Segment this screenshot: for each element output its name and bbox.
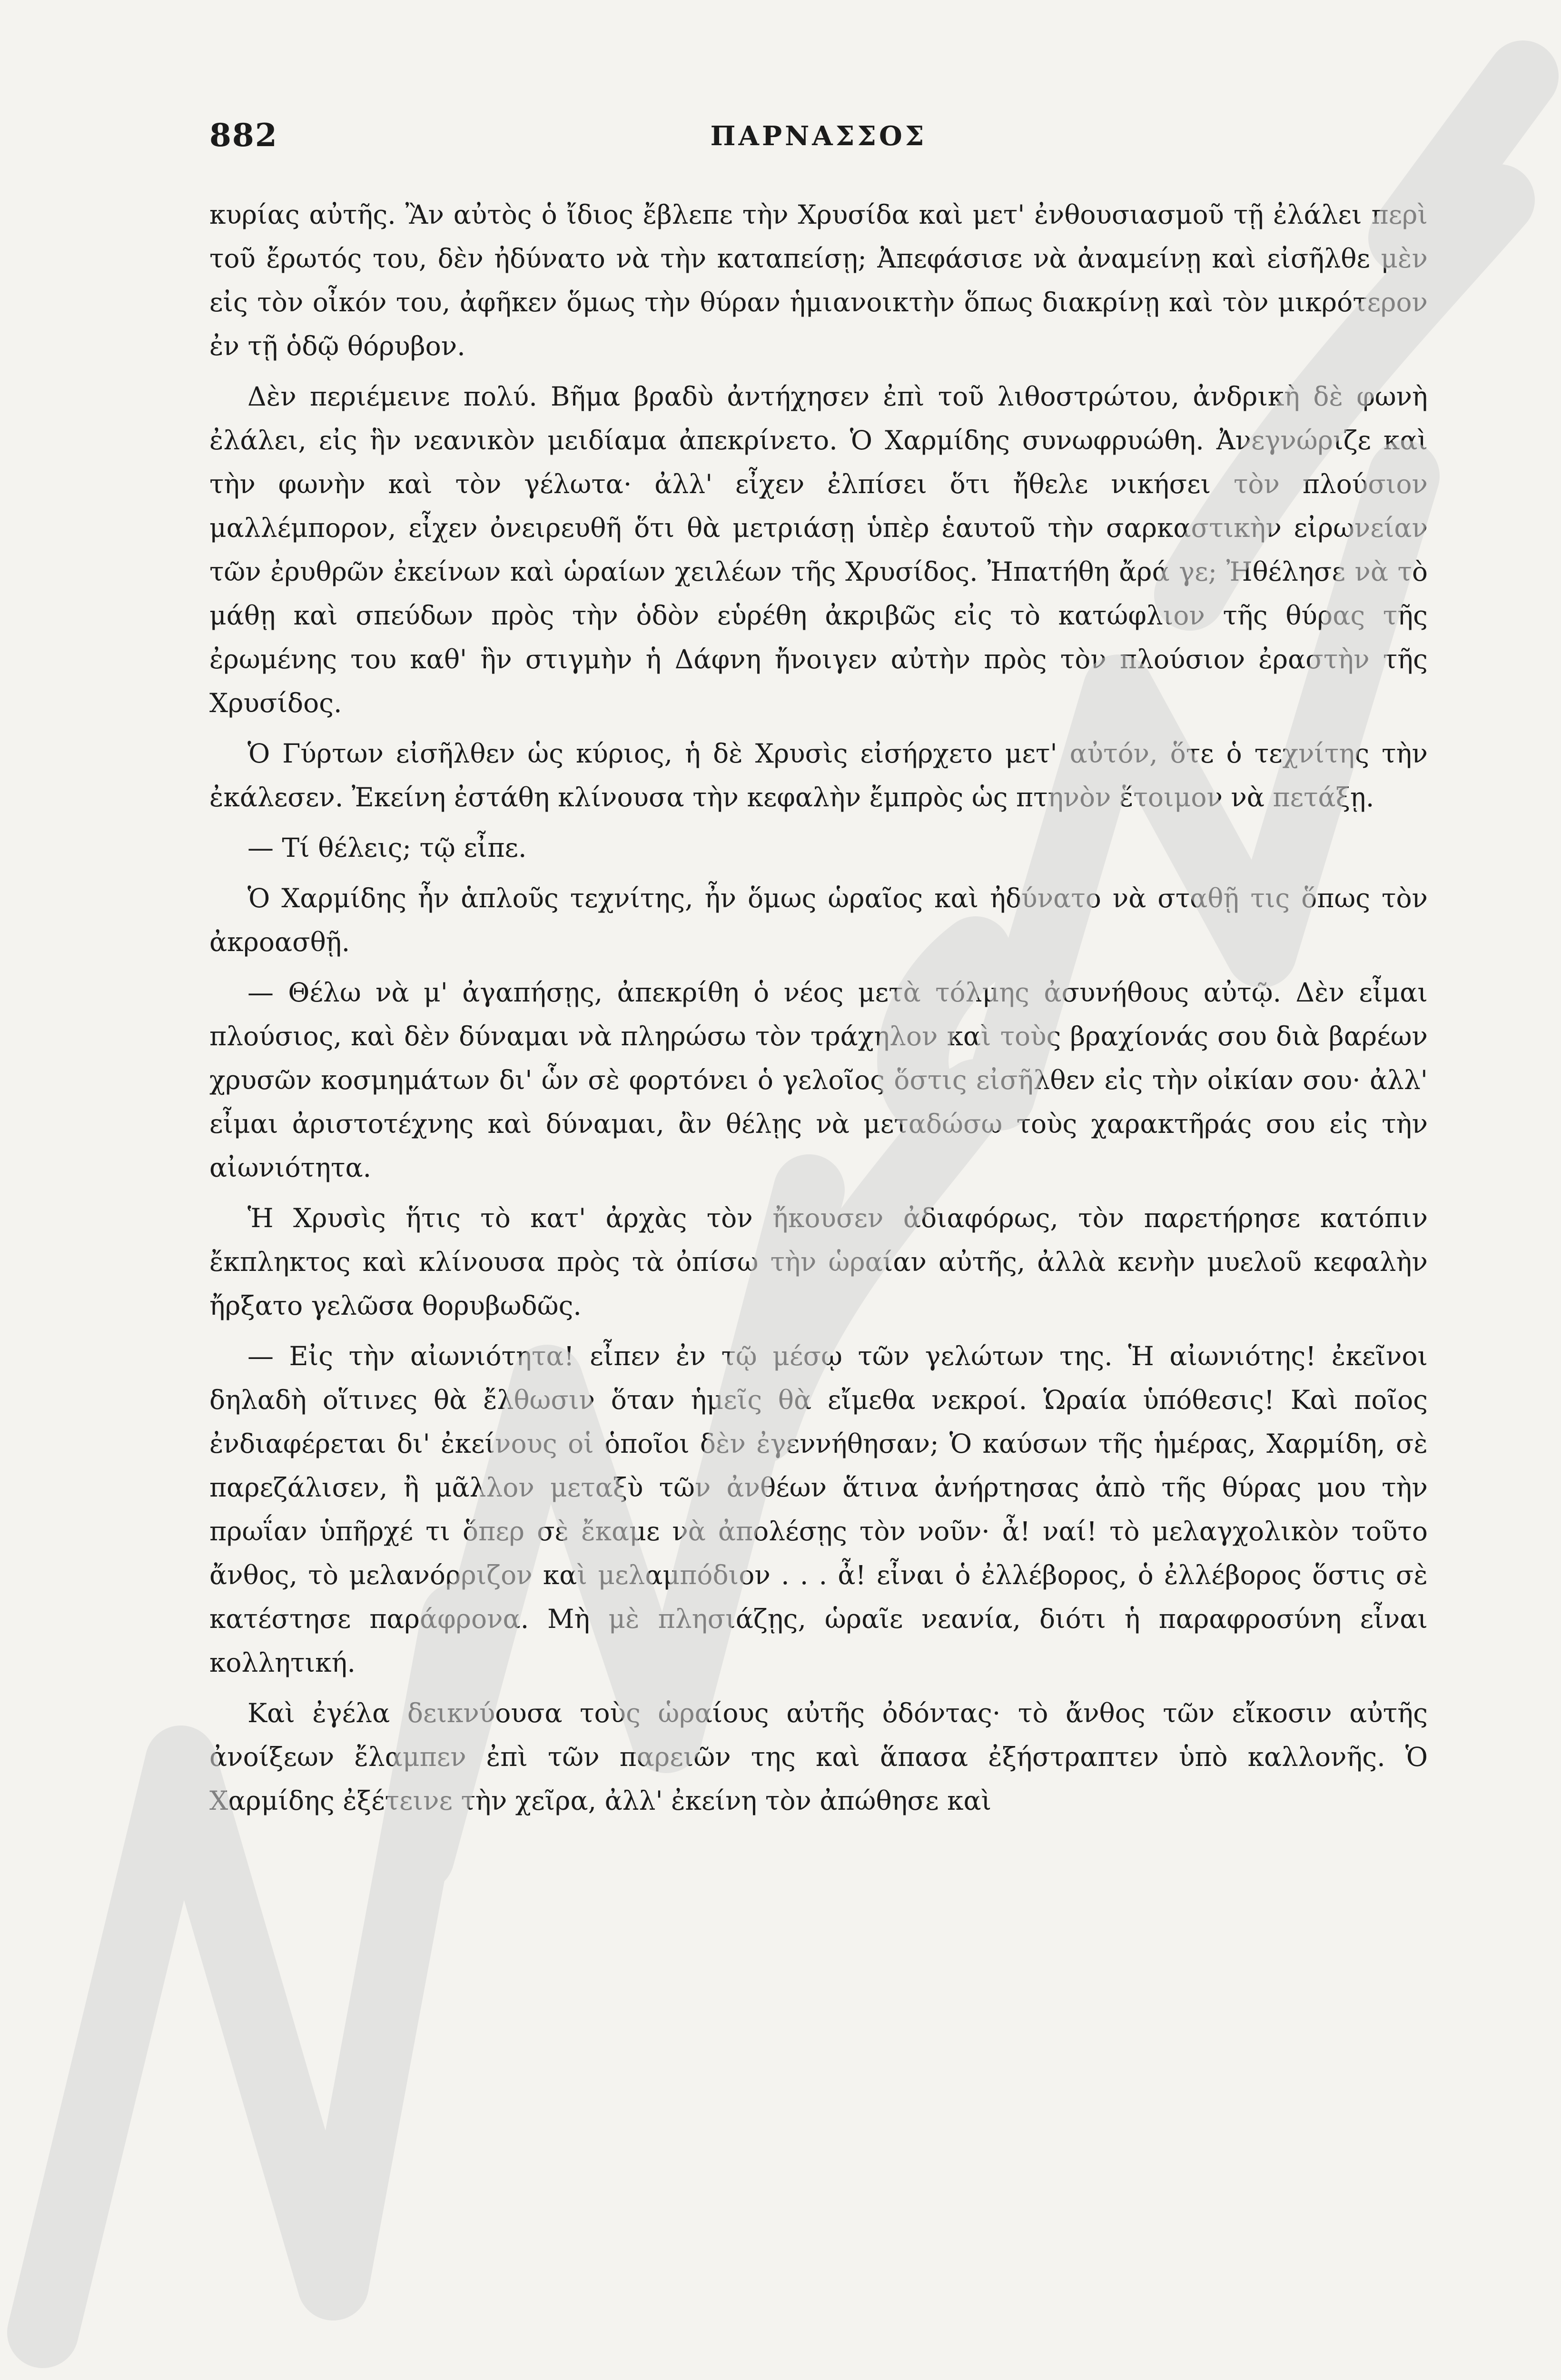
dialogue-line: — Τί θέλεις; τῷ εἶπε. bbox=[247, 833, 527, 863]
paragraph: Ὁ Χαρμίδης ἦν ἁπλοῦς τεχνίτης, ἦν ὅμως ὡραῖος καὶ ἠδύνατο νὰ σταθῇ τις ὅπως τὸν ἀκροασθῇ. bbox=[209, 883, 1428, 957]
paragraph: Ὁ Γύρτων εἰσῆλθεν ὡς κύριος, ἡ δὲ Χρυσὶς εἰσήρχετο μετ' αὐτόν, ὅτε ὁ τεχνίτης τὴν ἐκάλεσεν. Ἐκείνη ἐστάθη κλίνουσα τὴν κεφαλὴν ἔμπρὸς ὡς πτηνὸν ἕτοιμον νὰ πετάξῃ. bbox=[209, 738, 1428, 813]
dialogue-line: — Εἰς τὴν αἰωνιότητα! εἶπεν ἐν τῷ μέσῳ τῶν γελώτων της. Ἡ αἰωνιότης! ἐκεῖνοι δηλαδὴ οἵτινες θὰ ἔλθωσιν ὅταν ἡμεῖς θὰ εἴμεθα νεκροί. Ὡραία ὑπόθεσις! Καὶ ποῖος ἐνδιαφέρεται δι' ἐκείνους οἱ ὁποῖοι δὲν ἐγεννήθησαν; Ὁ καύσων τῆς ἡμέρας, Χαρμίδη, σὲ παρεζάλισεν, ἢ μᾶλλον μεταξὺ τῶν ἀνθέων ἅτινα ἀνήρτησας ἀπὸ τῆς θύρας μου τὴν πρωΐαν ὑπῆρχέ τι ὅπερ σὲ ἔκαμε νὰ ἀπολέσῃς τὸν νοῦν· ἆ! ναί! τὸ μελαγχολικὸν τοῦτο ἄνθος, τὸ μελανόρριζον καὶ μελαμπόδιον . . . ἆ! εἶναι ὁ ἐλλέβορος, ὁ ἐλλέβορος ὅστις σὲ κατέστησε παράφρονα. Μὴ μὲ πλησιάζῃς, ὡραῖε νεανία, διότι ἡ παραφροσύνη εἶναι κολλητική. bbox=[209, 1341, 1428, 1678]
paragraph: Ἡ Χρυσὶς ἥτις τὸ κατ' ἀρχὰς τὸν ἤκουσεν ἀδιαφόρως, τὸν παρετήρησε κατόπιν ἔκπληκτος καὶ κλίνουσα πρὸς τὰ ὀπίσω τὴν ὡραίαν αὐτῆς, ἀλλὰ κενὴν μυελοῦ κεφαλὴν ἤρξατο γελῶσα θορυβωδῶς. bbox=[209, 1203, 1428, 1321]
page-header bbox=[209, 117, 1428, 155]
page-number: 882 bbox=[209, 117, 278, 154]
paragraph: Δὲν περιέμεινε πολύ. Βῆμα βραδὺ ἀντήχησεν ἐπὶ τοῦ λιθοστρώτου, ἀνδρικὴ δὲ φωνὴ ἐλάλει, εἰς ἣν νεανικὸν μειδίαμα ἀπεκρίνετο. Ὁ Χαρμίδης συνωφρυώθη. Ἀνεγνώριζε καὶ τὴν φωνὴν καὶ τὸν γέλωτα· ἀλλ' εἶχεν ἐλπίσει ὅτι ἤθελε νικήσει τὸν πλούσιον μαλλέμπορον, εἶχεν ὀνειρευθῆ ὅτι θὰ μετριάσῃ ὑπὲρ ἑαυτοῦ τὴν σαρκαστικὴν εἰρωνείαν τῶν ἐρυθρῶν ἐκείνων καὶ ὡραίων χειλέων τῆς Χρυσίδος. Ἠπατήθη ἄρά γε; Ἠθέλησε νὰ τὸ μάθῃ καὶ σπεύδων πρὸς τὴν ὁδὸν εὑρέθη ἀκριβῶς εἰς τὸ κατώφλιον τῆς θύρας τῆς ἐρωμένης του καθ' ἣν στιγμὴν ἡ Δάφνη ἤνοιγεν αὐτὴν πρὸς τὸν πλούσιον ἐραστὴν τῆς Χρυσίδος. bbox=[209, 381, 1428, 718]
body-text bbox=[209, 193, 1428, 1829]
paragraph: κυρίας αὐτῆς. Ἂν αὐτὸς ὁ ἴδιος ἔβλεπε τὴν Χρυσίδα καὶ μετ' ἐνθουσιασμοῦ τῇ ἐλάλει περὶ τοῦ ἔρωτός του, δὲν ἠδύνατο νὰ τὴν καταπείσῃ; Ἀπεφάσισε νὰ ἀναμείνῃ καὶ εἰσῆλθε μὲν εἰς τὸν οἶκόν του, ἀφῆκεν ὅμως τὴν θύραν ἡμιανοικτὴν ὅπως διακρίνῃ καὶ τὸν μικρότερον ἐν τῇ ὁδῷ θόρυβον. bbox=[209, 199, 1428, 361]
running-title: ΠΑΡΝΑΣΣΟΣ bbox=[710, 120, 927, 152]
paragraph: Καὶ ἐγέλα δεικνύουσα τοὺς ὡραίους αὐτῆς ὀδόντας· τὸ ἄνθος τῶν εἴκοσιν αὐτῆς ἀνοίξεων ἔλαμπεν ἐπὶ τῶν παρειῶν της καὶ ἅπασα ἐξήστραπτεν ὑπὸ καλλονῆς. Ὁ Χαρμίδης ἐξέτεινε τὴν χεῖρα, ἀλλ' ἐκείνη τὸν ἀπώθησε καὶ bbox=[209, 1698, 1428, 1816]
dialogue-line: — Θέλω νὰ μ' ἀγαπήσῃς, ἀπεκρίθη ὁ νέος μετὰ τόλμης ἀσυνήθους αὐτῷ. Δὲν εἶμαι πλούσιος, καὶ δὲν δύναμαι νὰ πληρώσω τὸν τράχηλον καὶ τοὺς βραχίονάς σου διὰ βαρέων χρυσῶν κοσμημάτων δι' ὧν σὲ φορτόνει ὁ γελοῖος ὅστις εἰσῆλθεν εἰς τὴν οἰκίαν σου· ἀλλ' εἶμαι ἀριστοτέχνης καὶ δύναμαι, ἂν θέλῃς νὰ μεταδώσω τοὺς χαρακτῆράς σου εἰς τὴν αἰωνιότητα. bbox=[209, 977, 1428, 1183]
